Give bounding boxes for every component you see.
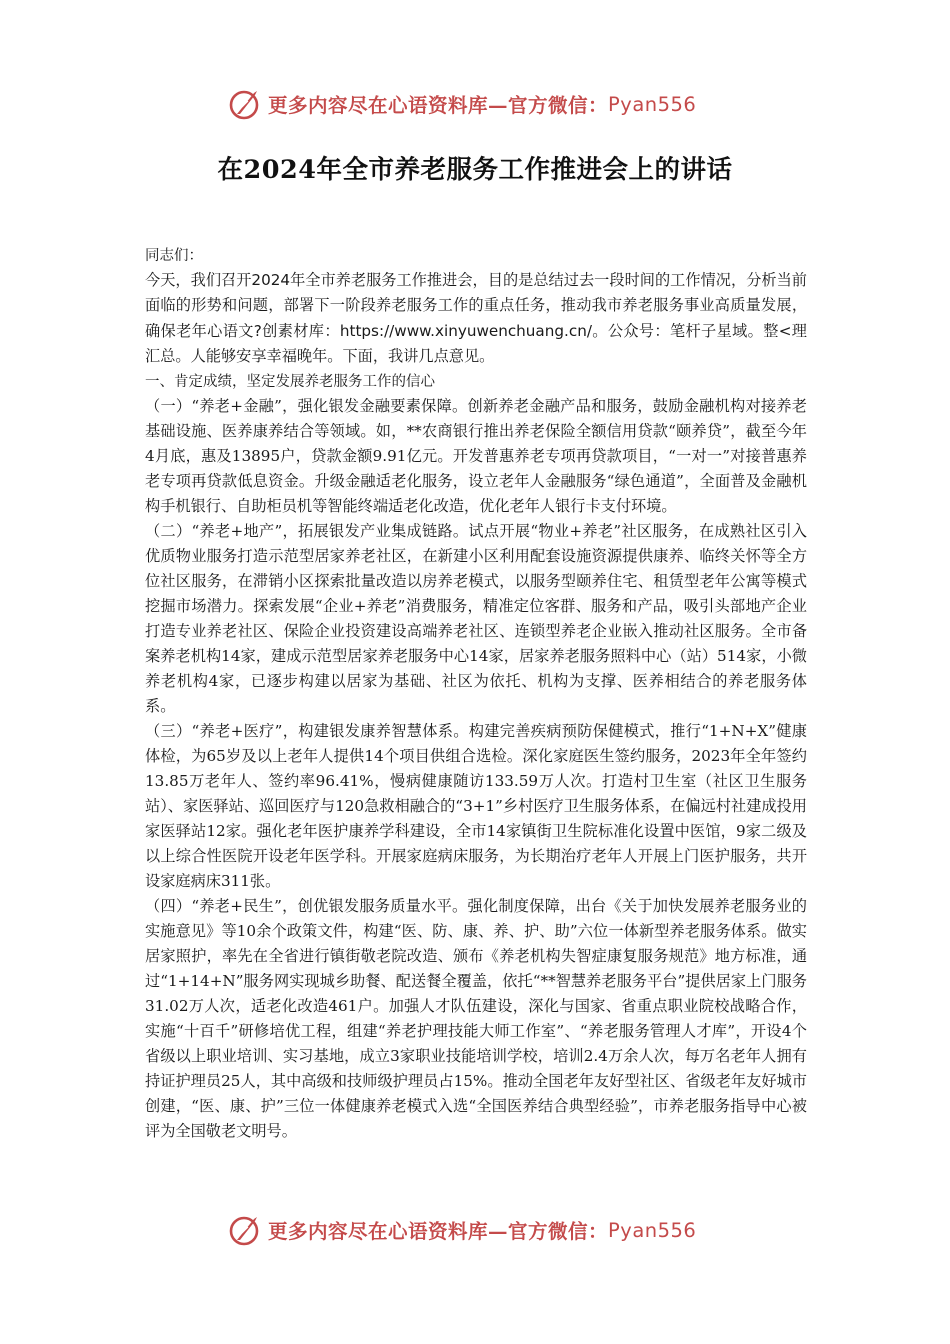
banner-text: 更多内容尽在心语资料库—官方微信： xyxy=(268,1220,609,1243)
document-body xyxy=(145,244,807,1144)
intro-paragraph: 今天，我们召开2024年全市养老服务工作推进会，目的是总结过去一段时间的工作情况，分析当前面临的形势和问题，部署下一阶段养老服务工作的重点任务，推动我市养老服务事业高质量发展，确保老年心语文?创素材库：https://www.xinyuwenchuang.cn/。公众号：笔杆子星域。整<理汇总。人能够安享幸福晚年。下面，我讲几点意见。 xyxy=(145,271,807,366)
paragraph-finance: （一）“养老+金融”，强化银发金融要素保障。创新养老金融产品和服务，鼓励金融机构对接养老基础设施、医养康养结合等领域。如，**农商银行推出养老保险全额信用贷款“颐养贷”，截至今年4月底，惠及13895户，贷款金额9.91亿元。开发普惠养老专项再贷款项目，“一对一”对接普惠养老专项再贷款低息资金。升级金融适老化服务，设立老年人金融服务“绿色通道”，全面普及金融机构手机银行、自助柜员机等智能终端适老化改造，优化老年人银行卡支付环境。 xyxy=(145,396,807,515)
banner-wechat-id: Pyan556 xyxy=(608,92,697,116)
footer-banner xyxy=(0,1208,950,1252)
paragraph-livelihood: （四）“养老+民生”，创优银发服务质量水平。强化制度保障，出台《关于加快发展养老服务业的实施意见》等10余个政策文件，构建“医、防、康、养、护、助”六位一体新型养老服务体系。做实居家照护，率先在全省进行镇街敬老院改造、颁布《养老机构失智症康复服务规范》地方标准，通过“1+14+N”服务网实现城乡助餐、配送餐全覆盖，依托“**智慧养老服务平台”提供居家上门服务31.02万人次，适老化改造461户。加强人才队伍建设，深化与国家、省重点职业院校战略合作，实施“十百千”研修培优工程，组建“养老护理技能大师工作室”、“养老服务管理人才库”，开设4个省级以上职业培训、实习基地，成立3家职业技能培训学校，培训2.4万余人次，每万名老年人拥有持证护理员25人，其中高级和技师级护理员占15%。推动全国老年友好型社区、省级老年友好城市创建，“医、康、护”三位一体健康养老模式入选“全国医养结合典型经验”，市养老服务指导中心被评为全国敬老文明号。 xyxy=(145,896,807,1140)
banner-text: 更多内容尽在心语资料库—官方微信： xyxy=(268,94,609,117)
banner-wechat-id: Pyan556 xyxy=(608,1218,697,1242)
quill-pen-circle-icon xyxy=(228,87,262,121)
document-title: 在2024年全市养老服务工作推进会上的讲话 xyxy=(217,155,733,185)
paragraph-medical: （三）“养老+医疗”，构建银发康养智慧体系。构建完善疾病预防保健模式，推行“1+N+X”健康体检，为65岁及以上老年人提供14个项目供组合选检。深化家庭医生签约服务，2023年全年签约13.85万老年人、签约率96.41%，慢病健康随访133.59万人次。打造村卫生室（社区卫生服务站）、家医驿站、巡回医疗与120急救相融合的“3+1”乡村医疗卫生服务体系，在偏远村社建成投用家医驿站12家。强化老年医护康养学科建设，全市14家镇街卫生院标准化设置中医馆，9家二级及以上综合性医院开设老年医学科。开展家庭病床服务，为长期治疗老年人开展上门医护服务，共开设家庭病床311张。 xyxy=(145,721,807,890)
header-banner xyxy=(0,82,950,126)
greeting: 同志们： xyxy=(145,248,203,264)
quill-pen-circle-icon xyxy=(228,1213,262,1247)
section-heading: 一、肯定成绩，坚定发展养老服务工作的信心 xyxy=(145,373,435,390)
paragraph-realestate: （二）“养老+地产”，拓展银发产业集成链路。试点开展“物业+养老”社区服务，在成熟社区引入优质物业服务打造示范型居家养老社区，在新建小区利用配套设施资源提供康养、临终关怀等全方位社区服务，在滞销小区探索批量改造以房养老模式，以服务型颐养住宅、租赁型老年公寓等模式挖掘市场潜力。探索发展“企业+养老”消费服务，精准定位客群、服务和产品，吸引头部地产企业打造专业养老社区、保险企业投资建设高端养老社区、连锁型养老企业嵌入推动社区服务。全市备案养老机构14家，建成示范型居家养老服务中心14家，居家养老服务照料中心（站）514家，小微养老机构4家，已逐步构建以居家为基础、社区为依托、机构为支撑、医养相结合的养老服务体系。 xyxy=(145,521,807,715)
